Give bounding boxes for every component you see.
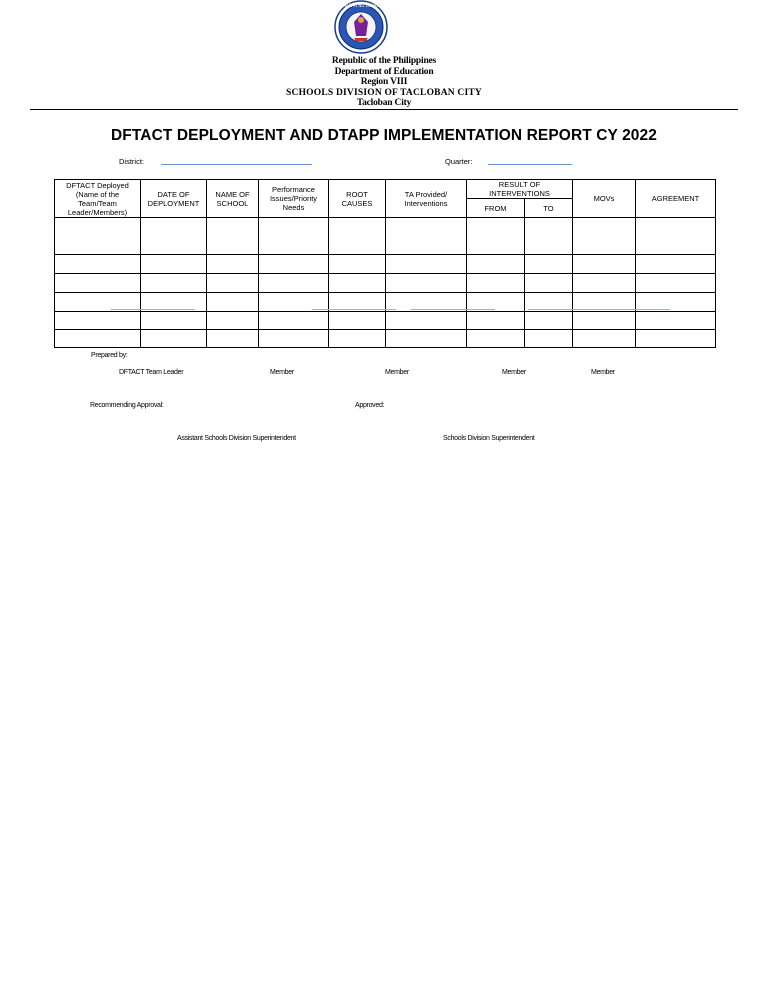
header-from: FROM [467,199,525,218]
report-table [54,179,716,348]
district-label: District: [119,157,144,166]
asds-label: Assistant Schools Division Superintendent [177,435,296,442]
prepared-by-label: Prepared by: [91,352,128,359]
header-root-causes: ROOT CAUSES [329,180,386,218]
header-agreement: AGREEMENT [636,180,716,218]
signature-line [528,309,670,310]
table-row [55,312,716,330]
header-result-of-interventions: RESULT OF INTERVENTIONS [467,180,573,199]
header-republic: Republic of the Philippines [331,56,437,66]
recommending-approval-label: Recommending Approval: [90,402,164,409]
sds-label: Schools Division Superintendent [443,435,535,442]
member-label: Member [591,369,615,376]
header-dftact-deployed: DFTACT Deployed (Name of the Team/Team Leader/Members) [55,180,141,218]
table-row [55,218,716,255]
signature-line [411,309,495,310]
signature-line [312,309,396,310]
member-label: Member [502,369,526,376]
member-label: Member [270,369,294,376]
deped-seal-logo [330,0,392,54]
header-department: Department of Education [334,67,434,77]
header-region: Region VIII [360,77,408,87]
header-performance-issues: Performance Issues/Priority Needs [259,180,329,218]
header-name-of-school: NAME OF SCHOOL [207,180,259,218]
header-city: Tacloban City [356,98,412,108]
header-to: TO [525,199,573,218]
header-movs: MOVs [573,180,636,218]
quarter-field[interactable] [488,164,572,165]
header-ta-provided: TA Provided/ Interventions [386,180,467,218]
approved-label: Approved: [355,402,385,409]
header-date-of-deployment: DATE OF DEPLOYMENT [141,180,207,218]
member-label: Member [385,369,409,376]
header-division: SCHOOLS DIVISION OF TACLOBAN CITY [286,88,482,98]
signature-line [111,309,195,310]
table-row [55,330,716,348]
header-divider [30,109,738,110]
quarter-label: Quarter: [445,157,473,166]
district-field[interactable] [161,164,312,165]
table-row [55,255,716,274]
team-leader-label: DFTACT Team Leader [119,369,184,376]
seal-text: KAGAWARAN NG EDUKASYON [331,3,391,8]
table-row [55,274,716,293]
report-title: DFTACT DEPLOYMENT AND DTAPP IMPLEMENTATION REPORT CY 2022 [111,127,657,144]
